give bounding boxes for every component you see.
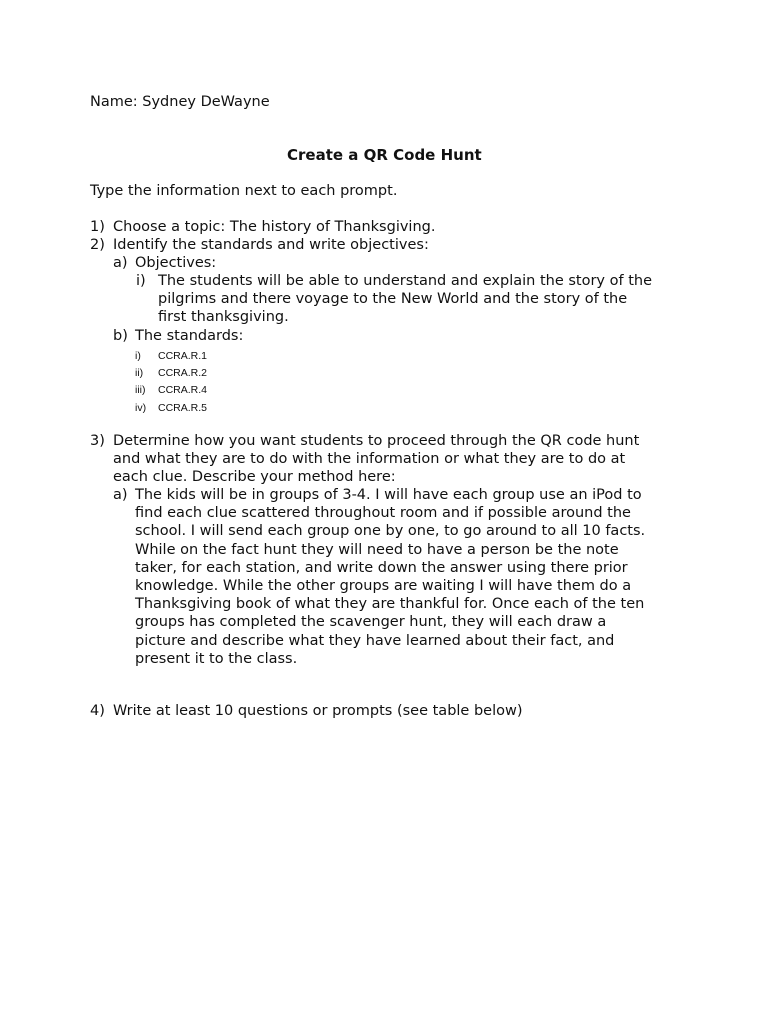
- standard-number: iv): [135, 402, 147, 414]
- method-line: picture and describe what they have learned about their fact, and: [135, 632, 615, 649]
- item-1-number: 1): [90, 219, 105, 235]
- item-3-number: 3): [90, 433, 105, 449]
- item-2b-text: The standards:: [135, 328, 244, 344]
- document-title: Create a QR Code Hunt: [287, 146, 482, 164]
- method-line: find each clue scattered throughout room and if possible around the: [135, 505, 631, 522]
- item-2-text: Identify the standards and write objectives:: [113, 237, 429, 253]
- method-line: Thanksgiving book of what they are thankful for. Once each of the ten: [135, 596, 645, 613]
- item-3-line: and what they are to do with the information or what they are to do at: [113, 451, 626, 468]
- item-3-line: each clue. Describe your method here:: [113, 469, 396, 486]
- method-line: groups has completed the scavenger hunt, they will each draw a: [135, 614, 607, 631]
- standard-number: i): [135, 350, 141, 362]
- objective-line: first thanksgiving.: [158, 309, 289, 326]
- item-2a-i-number: i): [136, 273, 146, 289]
- standard-number: iii): [135, 384, 146, 396]
- standard-code: CCRA.R.1: [158, 350, 208, 362]
- item-4-number: 4): [90, 703, 105, 719]
- instruction-text: Type the information next to each prompt.: [90, 183, 398, 199]
- method-line: The kids will be in groups of 3-4. I will have each group use an iPod to: [135, 487, 642, 503]
- item-3a-number: a): [113, 487, 128, 503]
- standard-code: CCRA.R.2: [158, 367, 208, 379]
- objective-paragraph: [158, 272, 652, 327]
- method-line: knowledge. While the other groups are waiting I will have them do a: [135, 578, 632, 595]
- item-3-line: Determine how you want students to proceed through the QR code hunt: [113, 433, 640, 449]
- item-2a-text: Objectives:: [135, 255, 217, 271]
- objective-line: pilgrims and there voyage to the New World and the story of the: [158, 291, 628, 308]
- item-4-text: Write at least 10 questions or prompts (see table below): [113, 703, 523, 719]
- standard-code: CCRA.R.5: [158, 402, 208, 414]
- item-3-paragraph: [113, 432, 639, 487]
- objective-line: The students will be able to understand and explain the story of the: [158, 273, 652, 289]
- method-line: While on the fact hunt they will need to have a person be the note: [135, 541, 619, 558]
- item-1-text: Choose a topic: The history of Thanksgiving.: [113, 219, 436, 235]
- item-2-number: 2): [90, 237, 105, 253]
- method-line: present it to the class.: [135, 650, 298, 667]
- item-2b-number: b): [113, 328, 128, 344]
- standard-number: ii): [135, 367, 144, 379]
- standard-code: CCRA.R.4: [158, 384, 208, 396]
- item-2a-number: a): [113, 255, 128, 271]
- method-line: school. I will send each group one by one, to go around to all 10 facts.: [135, 523, 646, 540]
- name-line: Name: Sydney DeWayne: [90, 94, 270, 110]
- method-paragraph: [135, 486, 645, 668]
- method-line: taker, for each station, and write down the answer using there prior: [135, 559, 628, 576]
